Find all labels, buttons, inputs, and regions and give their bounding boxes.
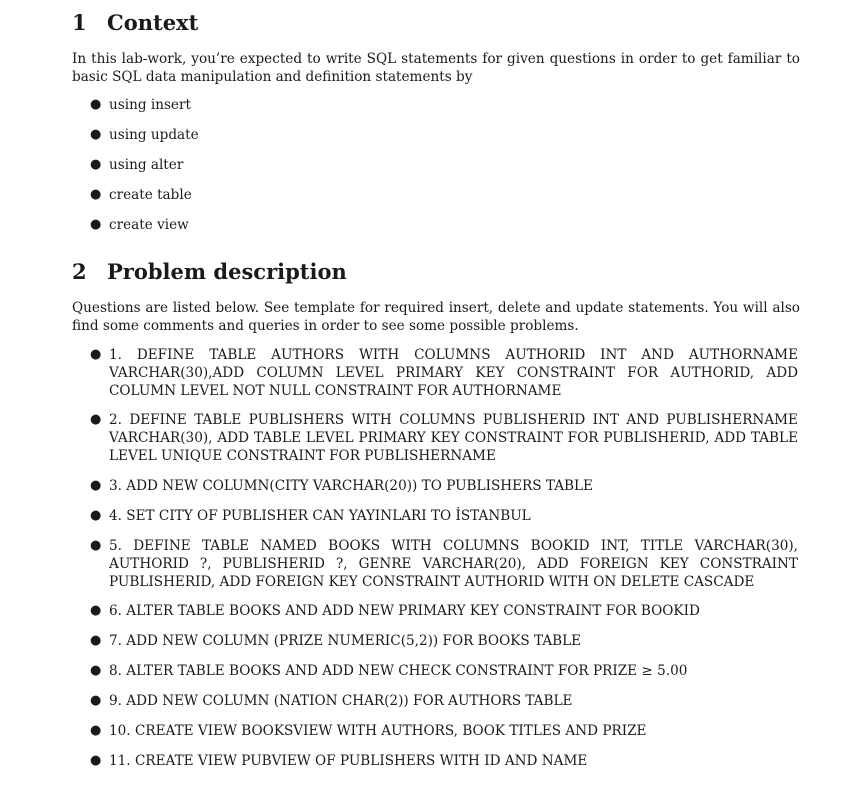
bullet-icon: ●	[90, 538, 102, 553]
section-1-number: 1	[72, 10, 87, 35]
question-item	[90, 346, 798, 400]
list-item	[90, 156, 798, 174]
bullet-icon: ●	[90, 633, 102, 648]
question-item	[90, 632, 798, 650]
question-item	[90, 752, 798, 770]
list-item	[90, 186, 798, 204]
bullet-icon: ●	[90, 603, 102, 618]
bullet-icon: ●	[90, 478, 102, 493]
question-text: 7. ADD NEW COLUMN (PRIZE NUMERIC(5,2)) FOR BOOKS TABLE	[109, 633, 582, 649]
question-text: 5. DEFINE TABLE NAMED BOOKS WITH COLUMNS BOOKID INT, TITLE VARCHAR(30), AUTHORID ?, PUBLISHERID ?, GENRE VARCHAR(20), ADD FOREIGN KEY CONSTRAINT PUBLISHERID, ADD FOREIGN KEY CONSTRAINT AUTHORID WITH ON DELETE CASCADE	[109, 538, 798, 590]
question-text: 6. ALTER TABLE BOOKS AND ADD NEW PRIMARY KEY CONSTRAINT FOR BOOKID	[109, 603, 700, 619]
bullet-icon: ●	[90, 753, 102, 768]
question-item	[90, 692, 798, 710]
question-item	[90, 722, 798, 740]
list-item-text: create table	[109, 187, 192, 203]
bullet-icon: ●	[90, 347, 102, 362]
list-item-text: using update	[109, 127, 199, 143]
question-item	[90, 662, 798, 680]
bullet-icon: ●	[90, 412, 102, 427]
question-item	[90, 477, 798, 495]
bullet-icon: ●	[90, 127, 102, 142]
list-item	[90, 216, 798, 234]
list-item-text: create view	[109, 217, 189, 233]
list-item-text: using alter	[109, 157, 184, 173]
question-text: 8. ALTER TABLE BOOKS AND ADD NEW CHECK CONSTRAINT FOR PRIZE ≥ 5.00	[109, 663, 688, 679]
question-text: 10. CREATE VIEW BOOKSVIEW WITH AUTHORS, BOOK TITLES AND PRIZE	[109, 723, 647, 739]
section-2-title: Problem description	[107, 259, 347, 284]
section-1-heading	[72, 11, 198, 35]
section-2-number: 2	[72, 259, 87, 284]
section-2-intro: Questions are listed below. See template for required insert, delete and update statements. You will also find some comments and queries in order to see some possible problems.	[72, 300, 800, 334]
section-1-intro: In this lab-work, you’re expected to write SQL statements for given questions in order to get familiar to basic SQL data manipulation and definition statements by	[72, 51, 800, 85]
question-item	[90, 537, 798, 591]
bullet-icon: ●	[90, 663, 102, 678]
bullet-icon: ●	[90, 693, 102, 708]
question-text: 11. CREATE VIEW PUBVIEW OF PUBLISHERS WITH ID AND NAME	[109, 753, 588, 769]
section-1-title: Context	[107, 10, 199, 35]
bullet-icon: ●	[90, 217, 102, 232]
list-item	[90, 96, 798, 114]
bullet-icon: ●	[90, 157, 102, 172]
list-item-text: using insert	[109, 97, 191, 113]
question-text: 9. ADD NEW COLUMN (NATION CHAR(2)) FOR AUTHORS TABLE	[109, 693, 573, 709]
question-text: 2. DEFINE TABLE PUBLISHERS WITH COLUMNS PUBLISHERID INT AND PUBLISHERNAME VARCHAR(30), ADD TABLE LEVEL PRIMARY KEY CONSTRAINT FOR PUBLISHERID, ADD TABLE LEVEL UNIQUE CONSTRAINT FOR PUBLISHERNAME	[109, 412, 798, 464]
question-text: 1. DEFINE TABLE AUTHORS WITH COLUMNS AUTHORID INT AND AUTHORNAME VARCHAR(30),ADD COLUMN LEVEL PRIMARY KEY CONSTRAINT FOR AUTHORID, ADD COLUMN LEVEL NOT NULL CONSTRAINT FOR AUTHORNAME	[109, 347, 798, 399]
question-item	[90, 602, 798, 620]
question-text: 4. SET CITY OF PUBLISHER CAN YAYINLARI TO İSTANBUL	[109, 508, 531, 524]
bullet-icon: ●	[90, 723, 102, 738]
section-2-heading	[72, 260, 347, 284]
list-item	[90, 126, 798, 144]
question-item	[90, 507, 798, 525]
bullet-icon: ●	[90, 97, 102, 112]
question-text: 3. ADD NEW COLUMN(CITY VARCHAR(20)) TO PUBLISHERS TABLE	[109, 478, 593, 494]
bullet-icon: ●	[90, 187, 102, 202]
bullet-icon: ●	[90, 508, 102, 523]
question-item	[90, 411, 798, 465]
